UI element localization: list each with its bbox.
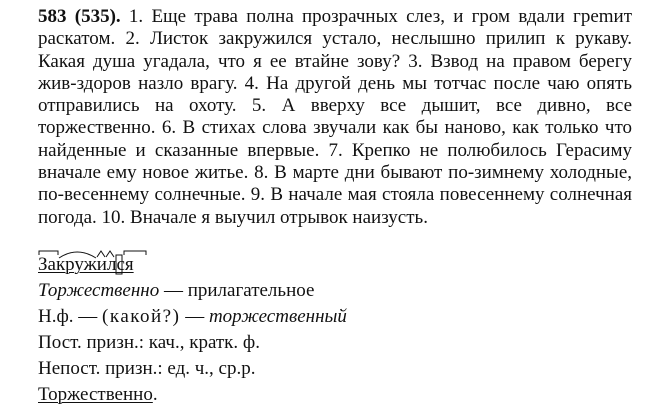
word-analysis bbox=[38, 252, 632, 408]
morpheme-analysis-line bbox=[38, 252, 632, 278]
syntax-word: Торжественно bbox=[38, 384, 153, 405]
nf-value: торжественный bbox=[208, 306, 347, 327]
part-of-speech-line bbox=[38, 278, 632, 304]
variable-features: Непост. призн.: ед. ч., ср.р. bbox=[38, 358, 256, 379]
nf-label: Н.ф. — bbox=[38, 306, 103, 327]
morpheme-parse bbox=[38, 252, 134, 278]
constant-features-line bbox=[38, 330, 632, 356]
pos-label: прилагательное bbox=[187, 280, 315, 301]
variable-features-line bbox=[38, 356, 632, 382]
constant-features: Пост. призн.: кач., кратк. ф. bbox=[38, 332, 260, 353]
nf-question: (какой?) bbox=[102, 306, 181, 327]
nf-dash: — bbox=[180, 306, 209, 327]
initial-form-line bbox=[38, 304, 632, 330]
exercise-text bbox=[38, 6, 632, 229]
morpheme-word: Закружился bbox=[38, 254, 134, 275]
exercise-body: 1. Еще трава полна прозрачных слез, и гром вдали греmит раскатом. 2. Листок закружился устало, неслышно прилип к рукаву. Какая душа угадала, что я ее втайне зову? 3. Взвод на правом берегу жив-здоров назло врагу. 4. На другой день мы тотчас после чаю опять отправились на охоту. 5. А вверху все дышит, все дивно, все торжественно. 6. В стихах слова звучали как бы наново, как только что найденные и сказанные впервые. 7. Крепко не полюбилось Герасиму вначале ему новое житье. 8. В марте дни бывают по-зимнему холодные, по-весеннему солнечные. 9. В начале мая стояла повесеннему солнечная погода. 10. Вначале я выучил отрывок наизусть. bbox=[38, 6, 632, 228]
pos-dash: — bbox=[159, 280, 188, 301]
exercise-number: 583 (535). bbox=[38, 6, 121, 27]
syntax-line bbox=[38, 382, 632, 408]
syntax-end: . bbox=[152, 384, 158, 405]
pos-word: Торжественно bbox=[38, 280, 160, 301]
